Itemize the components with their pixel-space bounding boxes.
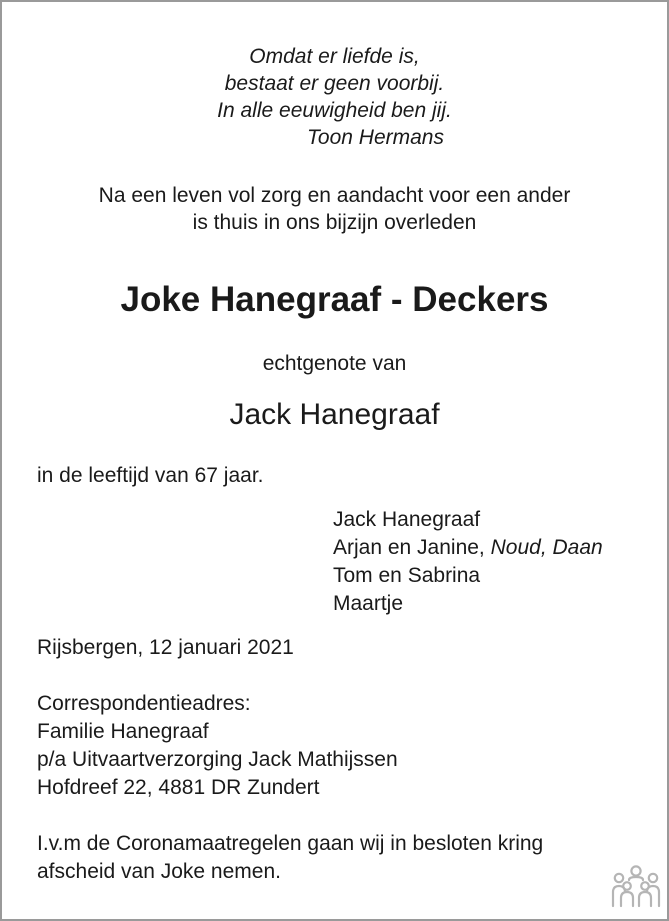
intro-line-1: Na een leven vol zorg en aandacht voor een ander: [98, 184, 571, 207]
partner-name: Jack Hanegraaf: [229, 398, 440, 431]
poem: [0, 43, 669, 124]
family-line-3: Tom en Sabrina: [333, 564, 481, 587]
family-line-4: Maartje: [333, 592, 404, 615]
correspondence-address: Hofdreef 22, 4881 DR Zundert: [37, 776, 320, 799]
family-line-1: Jack Hanegraaf: [333, 508, 481, 531]
place-date: Rijsbergen, 12 januari 2021: [37, 636, 294, 659]
poem-line-1: Omdat er liefde is,: [249, 45, 420, 68]
people-group-icon: [610, 864, 662, 908]
relation-text: echtgenote van: [262, 352, 407, 375]
notice-line-1: I.v.m de Coronamaatregelen gaan wij in besloten kring: [37, 832, 544, 855]
notice-line-2: afscheid van Joke nemen.: [37, 860, 281, 883]
poem-line-2: bestaat er geen voorbij.: [224, 72, 445, 95]
poem-line-3: In alle eeuwigheid ben jij.: [217, 99, 452, 122]
family-list: [333, 506, 603, 618]
age-text: in de leeftijd van 67 jaar.: [37, 464, 264, 487]
correspondence-block: [37, 690, 398, 802]
intro-line-2: is thuis in ons bijzijn overleden: [192, 211, 477, 234]
correspondence-care-of: p/a Uitvaartverzorging Jack Mathijssen: [37, 748, 398, 771]
family-line-2: [333, 534, 603, 562]
family-line-2-parents: Arjan en Janine,: [333, 536, 491, 559]
family-line-2-children: Noud, Daan: [490, 536, 603, 559]
correspondence-name: Familie Hanegraaf: [37, 720, 209, 743]
poem-author: Toon Hermans: [307, 126, 444, 149]
notice-block: [37, 830, 543, 886]
correspondence-heading: Correspondentieadres:: [37, 692, 251, 715]
deceased-name: Joke Hanegraaf - Deckers: [120, 280, 549, 319]
